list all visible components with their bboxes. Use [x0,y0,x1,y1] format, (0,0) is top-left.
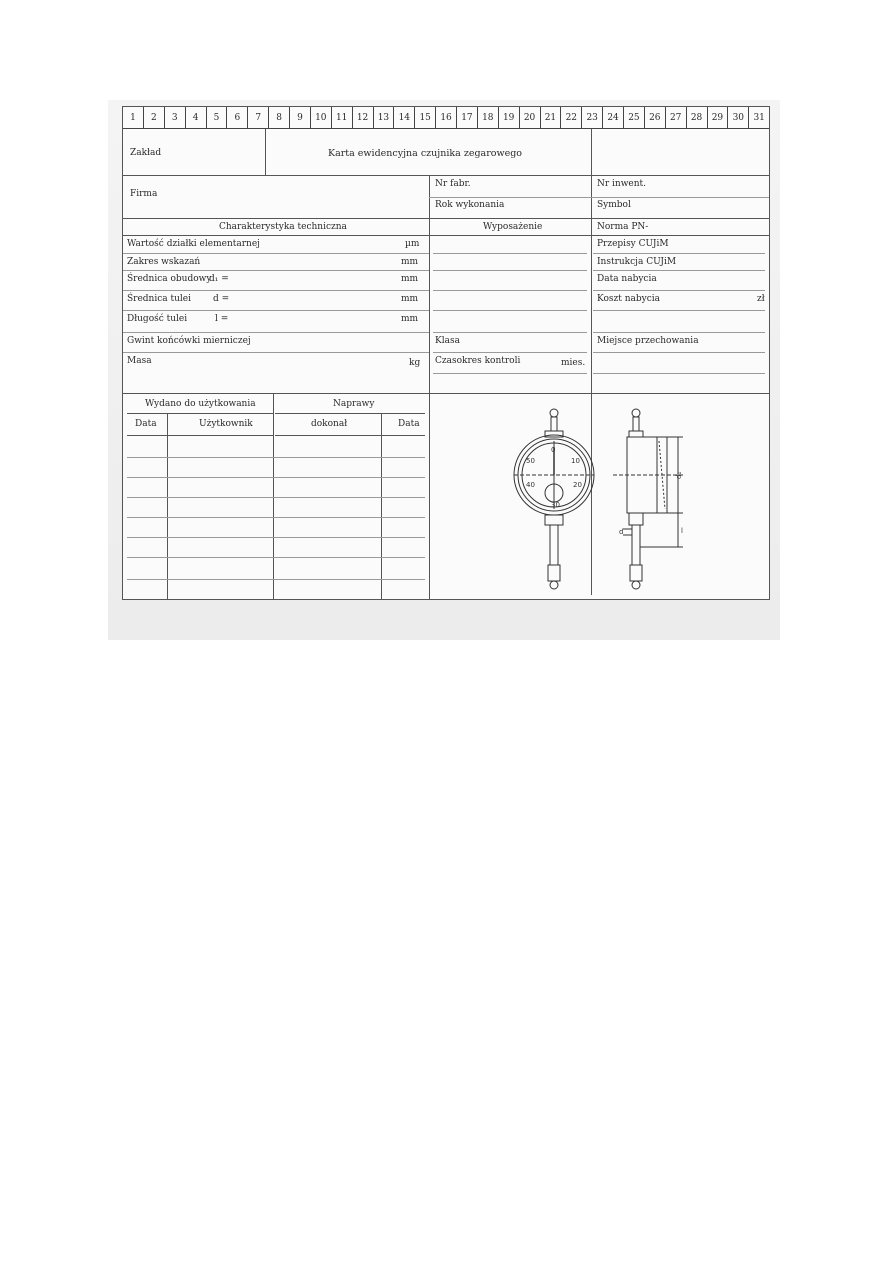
czasokres-label: Czasokres kontroli [435,356,521,366]
column-number: 16 [436,107,457,128]
klasa-label: Klasa [435,336,460,346]
char-symbol-4: d = [213,294,230,304]
column-number: 17 [457,107,478,128]
symbol-label: Symbol [597,200,631,210]
column-number: 14 [394,107,415,128]
dial-number-10: 10 [571,457,580,465]
char-unit-3: mm [401,274,419,284]
column-number: 9 [290,107,311,128]
norma-label: Norma PN- [597,222,649,232]
column-number: 11 [332,107,353,128]
column-number: 4 [186,107,207,128]
char-label-1: Wartość działki elementarnej [127,239,260,249]
dim-label-d: d [619,528,624,536]
miejsce-label: Miejsce przechowania [597,336,699,346]
wydano-header: Wydano do użytkowania [145,399,256,409]
naprawy-header: Naprawy [333,399,375,409]
column-number: 26 [645,107,666,128]
dial-number-30: 30 [551,501,560,509]
char-unit-5: mm [401,314,419,324]
dial-number-40: 40 [526,481,535,489]
charakterystyka-header: Charakterystyka techniczna [219,222,347,232]
column-number: 7 [248,107,269,128]
column-number: 31 [753,113,765,123]
char-unit-1: µm [405,239,420,249]
char-label-3: Średnica obudowy [127,274,212,284]
column-number: 3 [165,107,186,128]
column-number: 1 [123,107,144,128]
char-label-4: Średnica tulei [127,294,191,304]
column-number: 15 [415,107,436,128]
column-number: 2 [144,107,165,128]
column-number: 24 [603,107,624,128]
column-number: 10 [311,107,332,128]
column-number-row [123,107,769,129]
char-symbol-3: d₁ = [209,274,229,284]
column-number: 25 [624,107,645,128]
mies-label: mies. [561,358,586,368]
column-number: 8 [269,107,290,128]
column-number: 19 [499,107,520,128]
column-number: 27 [666,107,687,128]
data2-header: Data [398,419,420,429]
card-title: Karta ewidencyjna czujnika zegarowego [328,148,523,159]
instrukcja-label: Instrukcja CUJiM [597,257,677,267]
char-label-5: Długość tulei [127,314,188,324]
column-number: 20 [520,107,541,128]
wyposazenie-header: Wyposażenie [483,222,543,232]
inventory-card [122,106,770,600]
char-label-6: Gwint końcówki mierniczej [127,336,251,346]
dim-label-d1: d₁ [675,471,683,479]
zl-label: zł [757,294,765,304]
column-number: 28 [687,107,708,128]
char-symbol-5: l = [215,314,229,324]
rok-wykonania-label: Rok wykonania [435,200,505,210]
data1-header: Data [135,419,157,429]
uzytkownik-header: Użytkownik [199,419,253,429]
char-label-7: Masa [127,356,152,366]
dokonal-header: dokonał [311,419,348,429]
zaklad-label: Zakład [130,148,162,158]
column-number: 5 [207,107,228,128]
nr-inwent-label: Nr inwent. [597,179,647,189]
firma-label: Firma [130,189,158,199]
data-nabycia-label: Data nabycia [597,274,657,284]
column-number: 21 [541,107,562,128]
char-unit-2: mm [401,257,419,267]
column-number: 18 [478,107,499,128]
column-number: 23 [582,107,603,128]
koszt-nabycia-label: Koszt nabycia [597,294,661,304]
char-unit-7: kg [409,358,421,368]
char-label-2: Zakres wskazań [127,257,201,267]
column-number: 12 [353,107,374,128]
char-unit-4: mm [401,294,419,304]
dial-number-50: 50 [526,457,535,465]
dim-label-l: l [681,527,683,535]
przepisy-label: Przepisy CUJiM [597,239,669,249]
column-number: 30 [728,107,749,128]
column-number: 6 [227,107,248,128]
dial-number-0: 0 [551,446,556,454]
column-number: 13 [374,107,395,128]
dial-indicator-drawing [433,397,767,595]
column-number: 29 [708,107,729,128]
dial-number-20: 20 [573,481,582,489]
column-number: 22 [561,107,582,128]
nr-fabr-label: Nr fabr. [435,179,471,189]
